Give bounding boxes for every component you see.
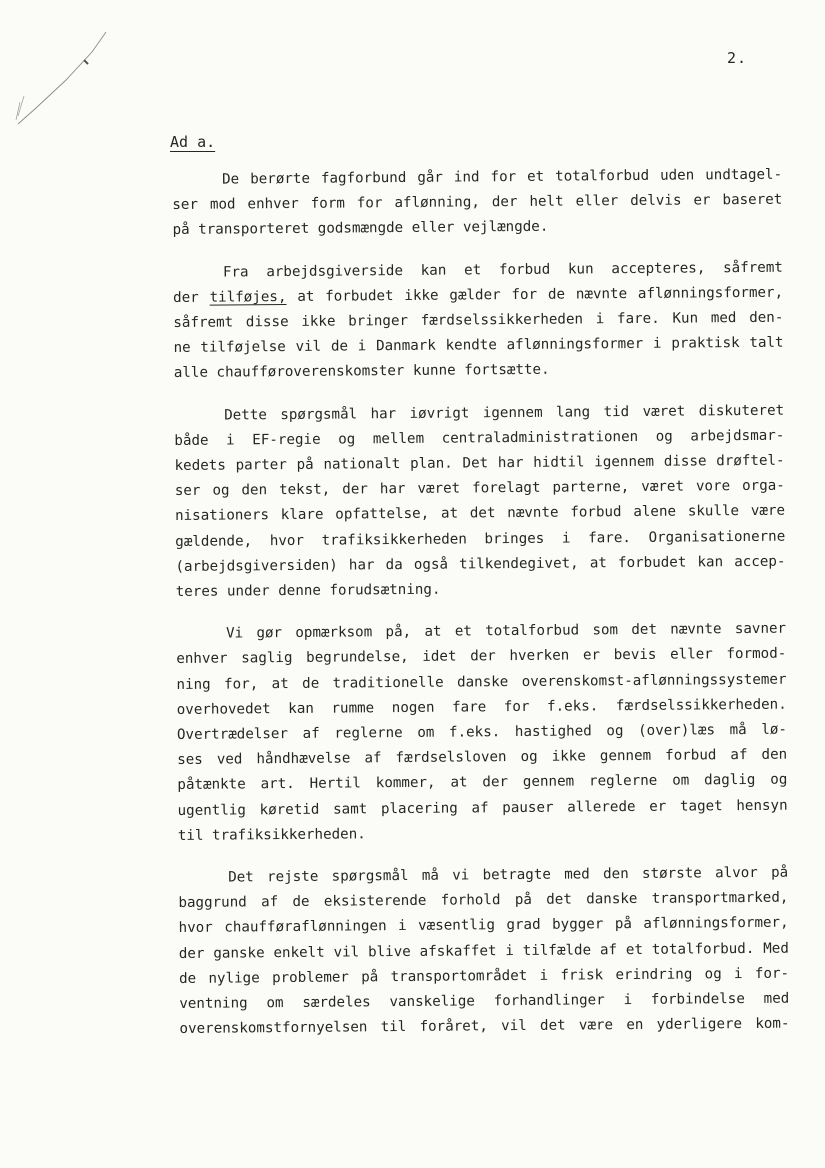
text-line: både i EF-regie og mellem centraladministrationen og arbejdsmar- [174, 427, 785, 449]
paragraph [174, 398, 786, 605]
paragraph [173, 255, 784, 386]
text-line: hvor chaufføraflønningen i væsentlig grad bygger på aflønningsformer, [178, 915, 789, 937]
text-line: såfremt disse ikke bringer færdselssikkerheden i fare. Kun med den- [173, 309, 784, 332]
text-fragment: at forbudet ikke gælder for de nævnte aflønningsformer, [286, 284, 784, 305]
text-line: gældende, hvor trafiksikkerheden bringes i fare. Organisationerne [175, 528, 786, 550]
text-line: Det rejste spørgsmål må vi betragte med den største alvor på [228, 864, 789, 886]
text-line: (arbejdsgiversiden) har da også tilkendegivet, at forbudet kan accep- [175, 553, 786, 575]
text-line: ning for, at de traditionelle danske overenskomst-aflønningssystemer [176, 671, 787, 693]
text-line: De berørte fagforbund går ind for et totalforbud uden undtagel- [222, 166, 783, 188]
text-line: enhver saglig begrundelse, idet der hverken er bevis eller formod- [176, 646, 787, 668]
section-heading: Ad a. [170, 133, 216, 151]
text-line: ser og den tekst, der har været forelagt parterne, været vore orga- [174, 477, 785, 500]
text-line: nisationers klare opfattelse, at det nævnte forbud alene skulle være [174, 503, 786, 525]
text-line: ser mod enhver form for aflønning, der helt eller delvis er baseret [172, 191, 783, 214]
page-number: 2. [727, 49, 748, 67]
text-line: baggrund af de eksisterende forhold på det danske transportmarked, [178, 889, 789, 912]
underlined-word: tilføjes, [209, 288, 287, 306]
paragraph [178, 861, 790, 1043]
text-line: Vi gør opmærksom på, at et totalforbud som det nævnte savner [225, 620, 787, 642]
text-line: alle chaufføroverenskomster kunne fortsætte. [173, 362, 550, 382]
paragraph [172, 163, 783, 244]
document-body [172, 163, 790, 1060]
text-line: ne tilføjelse vil de i Danmark kendte aflønningsformer i praktisk talt [173, 334, 784, 357]
text-line: Overtrædelser af reglerne om f.eks. hastighed og (over)læs må lø- [176, 721, 787, 744]
pen-scratch-mark [6, 30, 126, 130]
text-line: teres under denne forudsætning. [175, 581, 441, 601]
text-line: påtænkte art. Hertil kommer, at der gennem reglerne om daglig og [177, 772, 788, 794]
text-line: de nylige problemer på transportområdet i frisk erindring og i for- [179, 965, 790, 987]
text-line: ugentlig køretid samt placering af pauser allerede er taget hensyn [177, 797, 788, 819]
text-line: kedets parter på nationalt plan. Det har hidtil igennem disse drøftel- [174, 452, 785, 475]
text-line: overenskomstfornyelsen til foråret, vil det være en yderligere kom- [179, 1015, 790, 1038]
text-line: på transporteret godsmængde eller vejlængde. [172, 219, 549, 239]
text-line: til trafiksikkerheden. [177, 826, 366, 844]
text-line: der ganske enkelt vil blive afskaffet i tilfælde af et totalforbud. Med [178, 940, 789, 962]
text-line: Dette spørgsmål har iøvrigt igennem lang tid været diskuteret [224, 402, 785, 424]
paragraph [176, 617, 788, 849]
text-line: overhovedet kan rumme nogen fare for f.eks. færdselssikkerheden. [176, 696, 787, 718]
text-fragment: der [173, 289, 199, 306]
text-line: ses ved håndhævelse af færdselsloven og ikke gennem forbud af den [177, 746, 788, 769]
text-line: Fra arbejdsgiverside kan et forbud kun accepteres, såfremt [222, 259, 783, 281]
text-line: ventning om særdeles vanskelige forhandlinger i forbindelse med [179, 990, 790, 1013]
